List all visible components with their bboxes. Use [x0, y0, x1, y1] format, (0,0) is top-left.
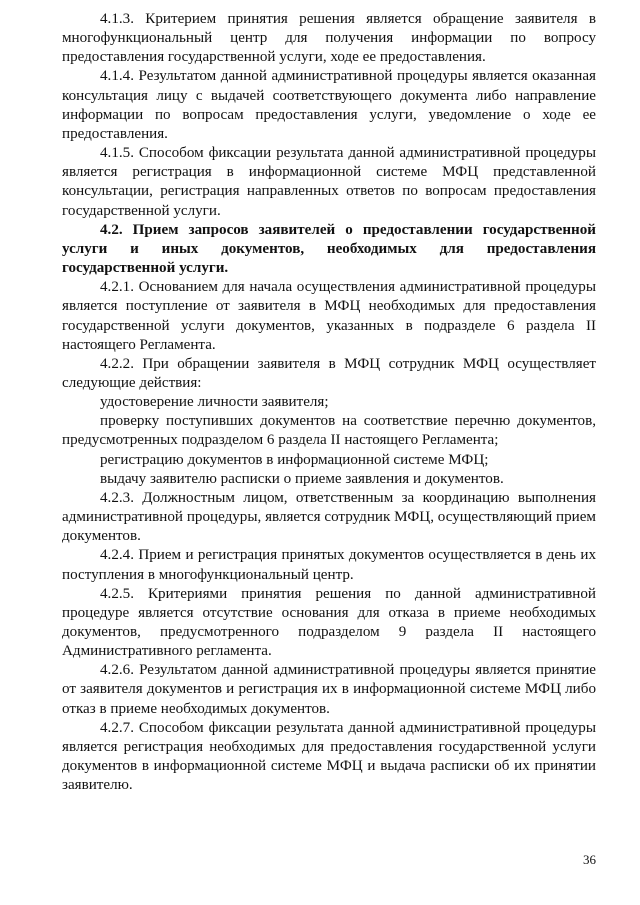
action-item-register-documents: регистрацию документов в информационной системе МФЦ; — [100, 451, 489, 468]
paragraph-4-1-4: 4.1.4. Результатом данной административной процедуры является оказанная консультация лицу с выдачей соответствующего документа либо направление информации по вопросам предоставления услуги, уведомление о ходе ее предоставления. — [62, 68, 596, 142]
paragraph-4-2-5: 4.2.5. Критериями принятия решения по данной административной процедуре является отсутствие основания для отказа в приеме необходимых документов, предусмотренного подразделом 9 раздела II настоящего Административного регламента. — [62, 585, 596, 660]
paragraph-4-2-4: 4.2.4. Прием и регистрация принятых документов осуществляется в день их поступления в многофункциональный центр. — [62, 547, 596, 583]
paragraph-4-1-3: 4.1.3. Критерием принятия решения является обращение заявителя в многофункциональный центр для получения информации по вопросу предоставления государственной услуги, ходе ее предоставления. — [62, 11, 596, 66]
action-item-issue-receipt: выдачу заявителю расписки о приеме заявления и документов. — [100, 470, 504, 487]
action-item-check-documents: проверку поступивших документов на соответствие перечню документов, предусмотренных подразделом 6 раздела II настоящего Регламента; — [62, 413, 596, 449]
paragraph-4-2-7: 4.2.7. Способом фиксации результата данной административной процедуры является регистрация необходимых для предоставления государственной услуги документов в информационной системе МФЦ и выдача расписки об их принятии заявителю. — [62, 719, 596, 794]
paragraph-4-2-1: 4.2.1. Основанием для начала осуществления административной процедуры является поступление от заявителя в МФЦ необходимых для предоставления государственной услуги документов, указанных в подразделе 6 раздела II настоящего Регламента. — [62, 279, 596, 353]
page-number: 36 — [583, 852, 596, 867]
paragraph-4-2-6: 4.2.6. Результатом данной административной процедуры является принятие от заявителя документов и регистрация их в информационной системе МФЦ либо отказ в приеме необходимых документов. — [62, 662, 596, 717]
action-item-identity: удостоверение личности заявителя; — [100, 394, 329, 411]
document-page — [62, 10, 596, 795]
paragraph-4-1-5: 4.1.5. Способом фиксации результата данной административной процедуры является регистрация в информационной системе МФЦ представленной консультации, регистрация направленных ответов по вопросам предоставления государственной услуги. — [62, 145, 596, 219]
paragraph-4-2-2: 4.2.2. При обращении заявителя в МФЦ сотрудник МФЦ осуществляет следующие действия: — [62, 355, 596, 391]
section-heading-4-2: 4.2. Прием запросов заявителей о предоставлении государственной услуги и иных документов, необходимых для предоставления государственной услуги. — [62, 221, 596, 277]
paragraph-4-2-3: 4.2.3. Должностным лицом, ответственным за координацию выполнения административной процедуры, является сотрудник МФЦ, осуществляющий прием документов. — [62, 489, 596, 545]
